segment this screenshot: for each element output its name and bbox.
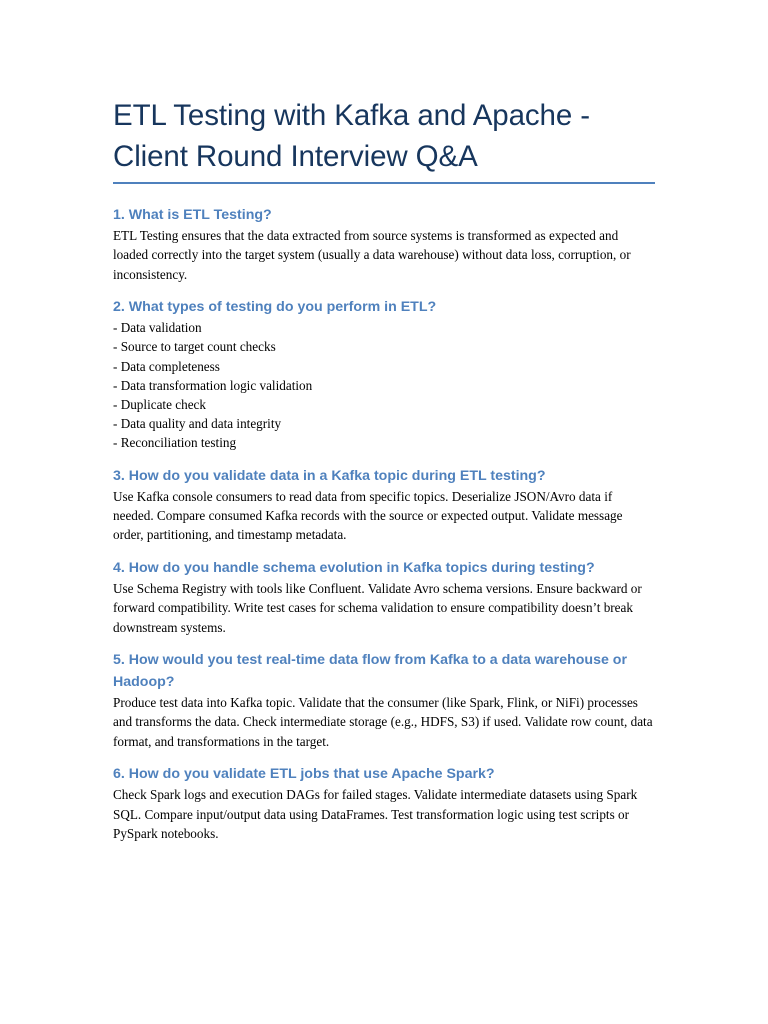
- question-heading: 6. How do you validate ETL jobs that use Apache Spark?: [113, 766, 495, 783]
- list-item: - Data completeness: [113, 358, 220, 374]
- list-item: - Duplicate check: [113, 397, 206, 413]
- qa-section-6: [113, 763, 655, 843]
- answer-text: Use Schema Registry with tools like Confluent. Validate Avro schema versions. Ensure backward or forward compatibility. Write test cases for schema validation to ensure compatibility doesn’t break downstream systems.: [113, 580, 642, 635]
- list-item: - Reconciliation testing: [113, 435, 237, 451]
- list-item: - Data transformation logic validation: [113, 377, 313, 393]
- document-page: [113, 95, 655, 844]
- list-item: - Data quality and data integrity: [113, 416, 282, 432]
- document-title: ETL Testing with Kafka and Apache - Client Round Interview Q&A: [113, 99, 590, 173]
- list-item: - Data validation: [113, 320, 202, 336]
- qa-section-2: [113, 296, 655, 452]
- qa-section-1: [113, 204, 655, 284]
- qa-section-4: [113, 557, 655, 637]
- question-heading: 2. What types of testing do you perform in ETL?: [113, 299, 437, 316]
- answer-text: Use Kafka console consumers to read data from specific topics. Deserialize JSON/Avro data if needed. Compare consumed Kafka records with the source or expected output. Validate message order, partitioning, and timestamp metadata.: [113, 488, 623, 543]
- question-heading: 5. How would you test real-time data flow from Kafka to a data warehouse or Hadoop?: [113, 652, 627, 691]
- question-heading: 4. How do you handle schema evolution in Kafka topics during testing?: [113, 559, 595, 576]
- testing-types-list: [113, 318, 655, 452]
- qa-section-5: [113, 649, 655, 751]
- title-underline: [113, 182, 655, 184]
- answer-text: Check Spark logs and execution DAGs for failed stages. Validate intermediate datasets using Spark SQL. Compare input/output data using DataFrames. Test transformation logic using test scripts or PySpark notebooks.: [113, 787, 638, 842]
- list-item: - Source to target count checks: [113, 339, 276, 355]
- qa-section-3: [113, 465, 655, 545]
- answer-text: Produce test data into Kafka topic. Validate that the consumer (like Spark, Flink, or NiFi) processes and transforms the data. Check intermediate storage (e.g., HDFS, S3) if used. Validate row count, data format, and transformations in the target.: [113, 695, 653, 749]
- question-heading: 3. How do you validate data in a Kafka topic during ETL testing?: [113, 467, 546, 484]
- answer-text: ETL Testing ensures that the data extracted from source systems is transformed as expected and loaded correctly into the target system (usually a data warehouse) without data loss, corruption, or inconsistency.: [113, 228, 631, 282]
- question-heading: 1. What is ETL Testing?: [113, 207, 272, 223]
